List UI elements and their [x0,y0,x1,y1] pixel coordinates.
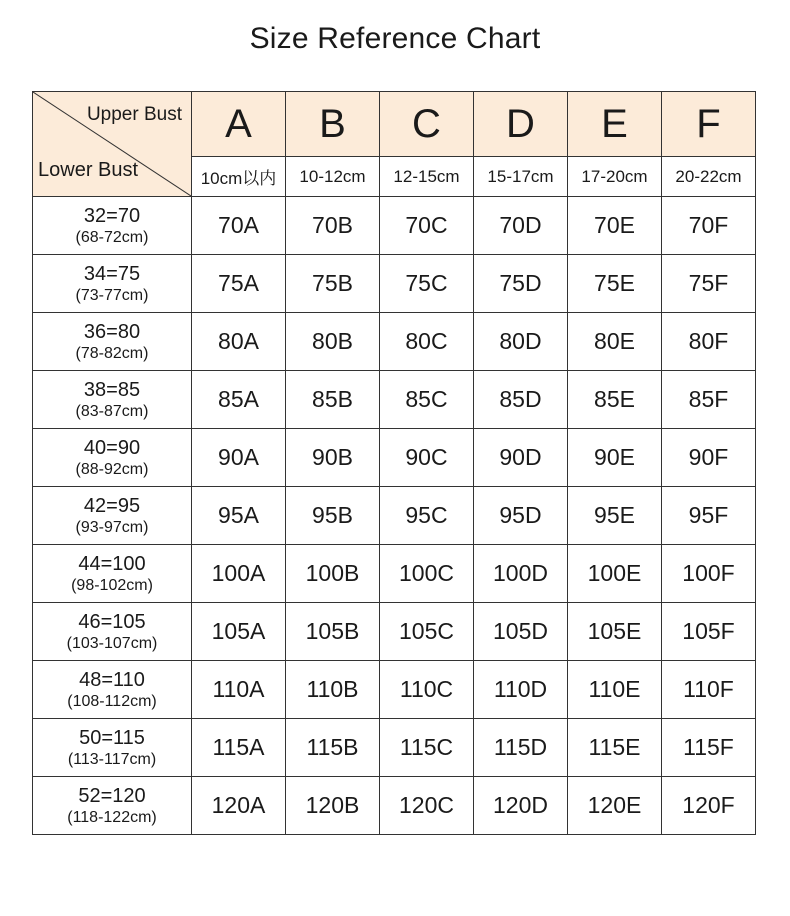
lower-bust-label: Lower Bust [38,159,139,181]
size-cell: 100C [380,545,474,603]
size-cell: 95D [474,487,568,545]
size-cell: 80E [568,313,662,371]
size-cell: 120D [474,777,568,835]
size-cell: 80D [474,313,568,371]
table-row [33,371,756,429]
size-cell: 100B [286,545,380,603]
size-cell: 85B [286,371,380,429]
table-row [33,777,756,835]
size-cell: 120A [192,777,286,835]
size-cell: 85E [568,371,662,429]
band-range: (103-107cm) [66,634,158,652]
size-cell: 95F [662,487,756,545]
corner-cell [33,92,192,197]
size-cell: 95E [568,487,662,545]
table-row [33,661,756,719]
size-cell: 115B [286,719,380,777]
size-cell: 110F [662,661,756,719]
size-cell: 70F [662,197,756,255]
band-size-cell [33,719,192,777]
band-range: (73-77cm) [75,286,149,304]
page-title: Size Reference Chart [249,22,541,55]
band-range: (108-112cm) [67,692,157,710]
cup-range: 10cm以内 [192,157,286,197]
cup-range: 15-17cm [474,157,568,197]
size-cell: 85A [192,371,286,429]
size-cell: 115F [662,719,756,777]
size-cell: 80F [662,313,756,371]
size-cell: 70A [192,197,286,255]
size-cell: 105C [380,603,474,661]
band-range: (88-92cm) [75,460,149,478]
size-cell: 120C [380,777,474,835]
band-size: 44=100 [78,552,146,575]
size-cell: 85F [662,371,756,429]
size-cell: 100A [192,545,286,603]
size-cell: 90B [286,429,380,487]
size-cell: 75C [380,255,474,313]
cup-range: 10-12cm [286,157,380,197]
size-table [32,91,756,835]
table-row [33,197,756,255]
cup-header: B [286,92,380,157]
band-size: 32=70 [83,204,141,227]
band-range: (98-102cm) [71,576,153,594]
size-cell: 90F [662,429,756,487]
table-row [33,429,756,487]
size-cell: 90D [474,429,568,487]
band-range: (118-122cm) [67,808,157,826]
cup-header: A [192,92,286,157]
size-rows [33,197,756,835]
band-size-cell [33,777,192,835]
band-range: (83-87cm) [75,402,149,420]
size-cell: 105A [192,603,286,661]
size-cell: 95B [286,487,380,545]
cup-range: 12-15cm [380,157,474,197]
band-size: 34=75 [83,262,141,285]
cup-header: F [662,92,756,157]
table-row [33,603,756,661]
size-cell: 85C [380,371,474,429]
band-size-cell [33,313,192,371]
size-cell: 90E [568,429,662,487]
size-cell: 105B [286,603,380,661]
size-cell: 80B [286,313,380,371]
upper-bust-label: Upper Bust [86,104,182,125]
band-size-cell [33,429,192,487]
size-cell: 80A [192,313,286,371]
size-cell: 70D [474,197,568,255]
band-size-cell [33,603,192,661]
band-range: (68-72cm) [75,228,149,246]
table-row [33,545,756,603]
band-range: (78-82cm) [75,344,149,362]
size-cell: 75B [286,255,380,313]
band-size: 42=95 [83,494,141,517]
size-cell: 115C [380,719,474,777]
size-cell: 110C [380,661,474,719]
band-size: 40=90 [83,436,141,459]
band-size-cell [33,197,192,255]
cup-header: C [380,92,474,157]
band-size-cell [33,371,192,429]
size-cell: 115D [474,719,568,777]
size-cell: 90C [380,429,474,487]
band-size: 38=85 [83,378,141,401]
band-size-cell [33,487,192,545]
size-cell: 115A [192,719,286,777]
cup-range: 17-20cm [568,157,662,197]
size-cell: 75A [192,255,286,313]
size-cell: 95C [380,487,474,545]
size-cell: 120E [568,777,662,835]
band-size: 46=105 [78,610,146,633]
size-cell: 85D [474,371,568,429]
size-cell: 120F [662,777,756,835]
table-row [33,313,756,371]
table-row [33,487,756,545]
cup-range: 20-22cm [662,157,756,197]
cup-header: D [474,92,568,157]
size-cell: 110B [286,661,380,719]
size-cell: 75E [568,255,662,313]
size-cell: 120B [286,777,380,835]
size-cell: 105E [568,603,662,661]
size-cell: 110A [192,661,286,719]
size-cell: 100D [474,545,568,603]
size-cell: 100E [568,545,662,603]
cup-header: E [568,92,662,157]
size-cell: 115E [568,719,662,777]
size-cell: 95A [192,487,286,545]
band-size-cell [33,545,192,603]
size-cell: 70B [286,197,380,255]
band-range: (93-97cm) [75,518,149,536]
band-size-cell [33,661,192,719]
size-cell: 105F [662,603,756,661]
size-cell: 90A [192,429,286,487]
size-cell: 70C [380,197,474,255]
band-size: 50=115 [79,726,145,749]
size-cell: 70E [568,197,662,255]
band-range: (113-117cm) [67,750,157,768]
size-cell: 100F [662,545,756,603]
size-cell: 75D [474,255,568,313]
size-cell: 80C [380,313,474,371]
table-row [33,719,756,777]
band-size-cell [33,255,192,313]
size-cell: 105D [474,603,568,661]
band-size: 48=110 [79,668,145,691]
band-size: 52=120 [78,784,146,807]
size-cell: 110E [568,661,662,719]
table-row [33,255,756,313]
size-cell: 110D [474,661,568,719]
band-size: 36=80 [83,320,141,343]
size-cell: 75F [662,255,756,313]
